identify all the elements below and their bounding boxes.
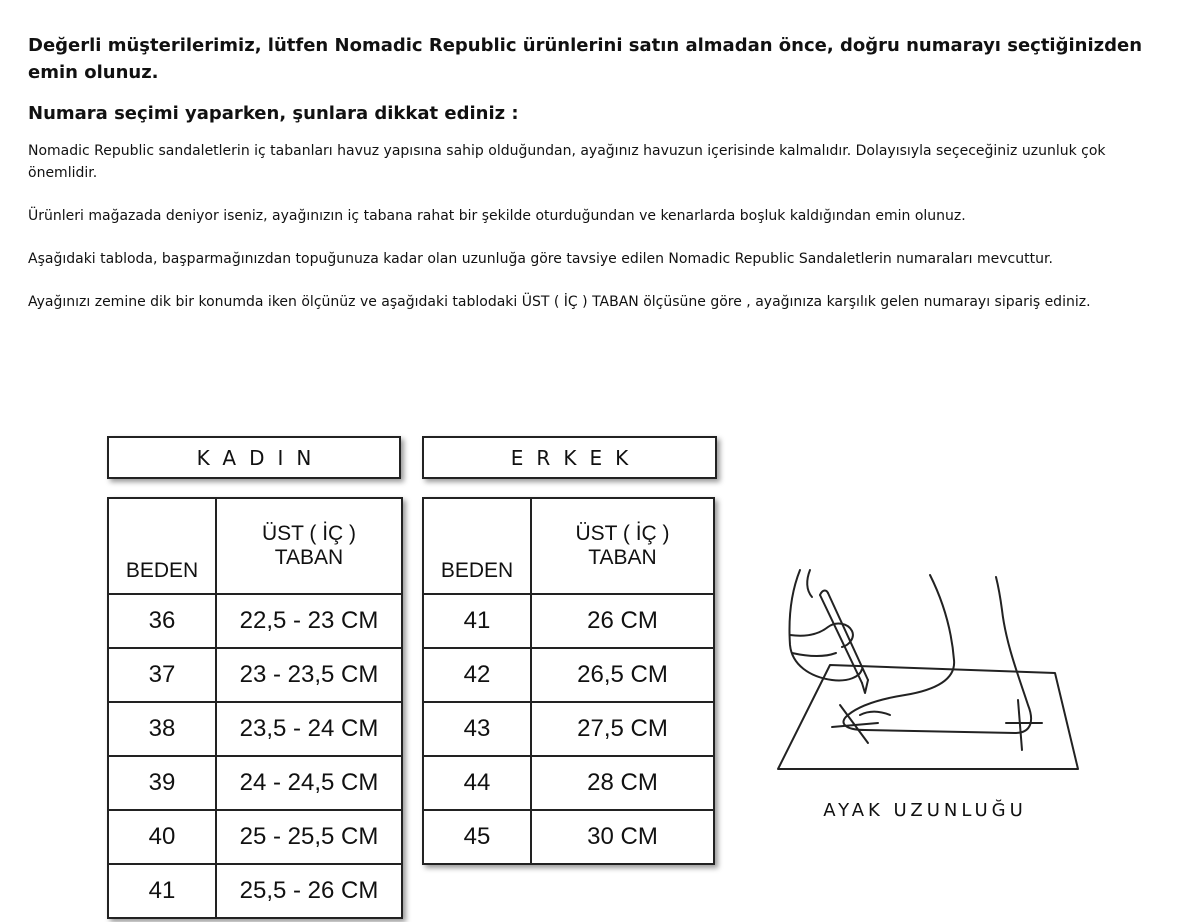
beden-cell: 42 (423, 648, 531, 702)
taban-header-line2: TABAN (588, 546, 657, 569)
taban-header-line1: ÜST ( İÇ ) (261, 522, 357, 545)
intro-heading: Değerli müşterilerimiz, lütfen Nomadic Republic ürünlerini satın almadan önce, doğru numarayı seçtiğinizden emin olunuz. (28, 35, 1143, 83)
taban-header (531, 498, 714, 594)
table-row (108, 756, 402, 810)
intro-paragraph: Aşağıdaki tabloda, başparmağınızdan topuğunuza kadar olan uzunluğa göre tavsiye edilen Nomadic Republic Sandaletlerin numaraları mevcuttur. (28, 251, 1053, 267)
beden-cell: 36 (108, 594, 216, 648)
erkek-title: ERKEK (510, 445, 642, 470)
intro-paragraph: Nomadic Republic sandaletlerin iç tabanları havuz yapısına sahip olduğundan, ayağınız havuzun içerisinde kalmalıdır. Dolayısıyla seçeceğiniz uzunluk çok önemlidir. (28, 143, 1106, 181)
taban-cell: 26,5 CM (531, 648, 714, 702)
taban-cell: 22,5 - 23 CM (216, 594, 402, 648)
table-row (108, 810, 402, 864)
table-header-row (108, 498, 402, 594)
erkek-title-box (422, 436, 717, 479)
beden-cell: 40 (108, 810, 216, 864)
beden-cell: 41 (108, 864, 216, 918)
kadin-title-box (107, 436, 401, 479)
beden-cell: 45 (423, 810, 531, 864)
beden-cell: 44 (423, 756, 531, 810)
foot-caption: AYAK UZUNLUĞU (823, 800, 1027, 821)
beden-cell: 41 (423, 594, 531, 648)
taban-cell: 27,5 CM (531, 702, 714, 756)
taban-header-line1: ÜST ( İÇ ) (575, 522, 670, 545)
paper-outline (778, 665, 1078, 769)
taban-cell: 24 - 24,5 CM (216, 756, 402, 810)
foot-outline (843, 575, 1031, 733)
table-row (108, 594, 402, 648)
table-row (108, 702, 402, 756)
table-row (423, 648, 714, 702)
table-row (423, 756, 714, 810)
beden-cell: 39 (108, 756, 216, 810)
erkek-size-table (422, 497, 715, 865)
intro-paragraph: Ürünleri mağazada deniyor iseniz, ayağınızın iç tabana rahat bir şekilde oturduğundan ve kenarlarda boşluk kaldığından emin olunuz. (28, 208, 966, 224)
beden-cell: 43 (423, 702, 531, 756)
beden-cell: 38 (108, 702, 216, 756)
taban-cell: 30 CM (531, 810, 714, 864)
taban-cell: 26 CM (531, 594, 714, 648)
table-header-row (423, 498, 714, 594)
taban-header-line2: TABAN (274, 546, 344, 569)
taban-cell: 23,5 - 24 CM (216, 702, 402, 756)
table-row (108, 648, 402, 702)
intro-subheading: Numara seçimi yaparken, şunlara dikkat ediniz : (28, 103, 519, 124)
intro-paragraph: Ayağınızı zemine dik bir konumda iken ölçünüz ve aşağıdaki tablodaki ÜST ( İÇ ) TABAN ölçüsüne göre , ayağınıza karşılık gelen numarayı sipariş ediniz. (28, 294, 1091, 310)
beden-header: BEDEN (423, 498, 531, 594)
beden-cell: 37 (108, 648, 216, 702)
taban-cell: 25,5 - 26 CM (216, 864, 402, 918)
beden-header: BEDEN (108, 498, 216, 594)
taban-cell: 28 CM (531, 756, 714, 810)
foot-measurement-icon (770, 565, 1090, 780)
table-row (423, 810, 714, 864)
table-row (423, 594, 714, 648)
table-row (108, 864, 402, 918)
taban-cell: 23 - 23,5 CM (216, 648, 402, 702)
kadin-title: KADIN (196, 445, 325, 470)
table-row (423, 702, 714, 756)
taban-cell: 25 - 25,5 CM (216, 810, 402, 864)
intro-section (28, 32, 1178, 313)
taban-header (216, 498, 402, 594)
kadin-size-table (107, 497, 403, 919)
